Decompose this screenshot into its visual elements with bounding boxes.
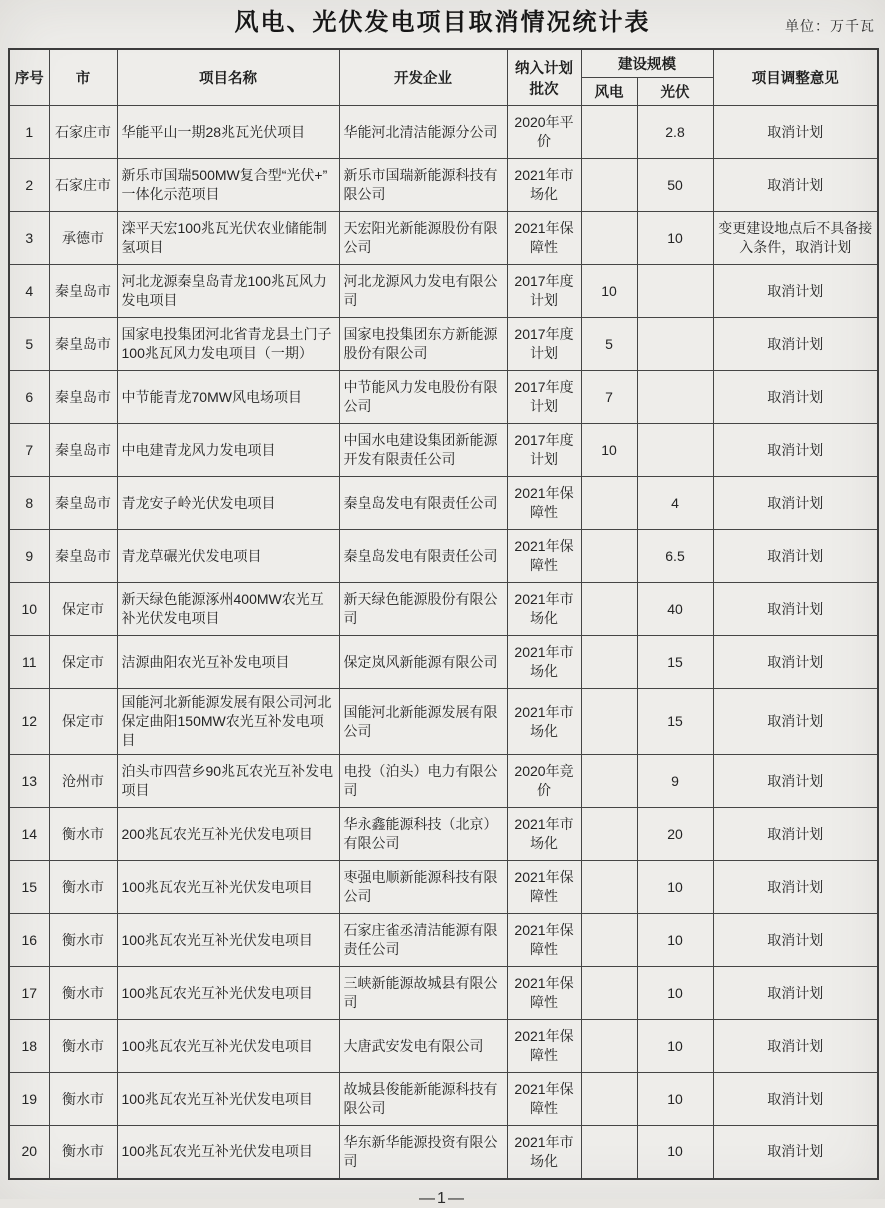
cell-wind: 7	[581, 371, 637, 424]
cell-plan-batch: 2021年保障性	[507, 477, 581, 530]
cell-plan-batch: 2021年保障性	[507, 530, 581, 583]
cell-opinion: 变更建设地点后不具备接入条件，取消计划	[713, 212, 878, 265]
cell-opinion: 取消计划	[713, 530, 878, 583]
cell-pv: 10	[637, 914, 713, 967]
col-header-opinion: 项目调整意见	[713, 49, 878, 106]
page-title: 风电、光伏发电项目取消情况统计表	[234, 9, 651, 36]
cell-index: 11	[9, 636, 49, 689]
cell-plan-batch: 2021年保障性	[507, 914, 581, 967]
cell-developer: 三峡新能源故城县有限公司	[339, 967, 507, 1020]
cell-opinion: 取消计划	[713, 689, 878, 755]
cell-developer: 石家庄雀丞清洁能源有限责任公司	[339, 914, 507, 967]
cell-city: 衡水市	[49, 1126, 117, 1179]
cell-plan-batch: 2021年市场化	[507, 583, 581, 636]
table-row	[9, 477, 878, 530]
cell-city: 保定市	[49, 689, 117, 755]
cell-developer: 枣强电顺新能源科技有限公司	[339, 861, 507, 914]
cell-project-name: 国能河北新能源发展有限公司河北保定曲阳150MW农光互补发电项目	[117, 689, 339, 755]
cell-index: 18	[9, 1020, 49, 1073]
cell-wind	[581, 1126, 637, 1179]
cell-opinion: 取消计划	[713, 636, 878, 689]
cell-developer: 大唐武安发电有限公司	[339, 1020, 507, 1073]
cell-wind: 10	[581, 424, 637, 477]
table-row	[9, 265, 878, 318]
cell-project-name: 国家电投集团河北省青龙县土门子100兆瓦风力发电项目（一期）	[117, 318, 339, 371]
cell-wind	[581, 689, 637, 755]
cell-plan-batch: 2021年保障性	[507, 1020, 581, 1073]
cell-index: 10	[9, 583, 49, 636]
document-header	[0, 0, 885, 46]
cell-project-name: 中电建青龙风力发电项目	[117, 424, 339, 477]
cell-city: 秦皇岛市	[49, 530, 117, 583]
table-row	[9, 371, 878, 424]
cell-pv	[637, 424, 713, 477]
table-row	[9, 106, 878, 159]
cell-pv: 10	[637, 1073, 713, 1126]
table-row	[9, 808, 878, 861]
cell-plan-batch: 2017年度计划	[507, 265, 581, 318]
cell-plan-batch: 2017年度计划	[507, 424, 581, 477]
cell-wind: 5	[581, 318, 637, 371]
cell-wind	[581, 106, 637, 159]
unit-label: 单位：万千瓦	[785, 18, 875, 34]
cell-pv: 15	[637, 689, 713, 755]
cell-city: 秦皇岛市	[49, 371, 117, 424]
cell-project-name: 100兆瓦农光互补光伏发电项目	[117, 1126, 339, 1179]
cell-index: 9	[9, 530, 49, 583]
cell-project-name: 中节能青龙70MW风电场项目	[117, 371, 339, 424]
cell-pv: 6.5	[637, 530, 713, 583]
cell-opinion: 取消计划	[713, 265, 878, 318]
cell-opinion: 取消计划	[713, 159, 878, 212]
cell-pv: 4	[637, 477, 713, 530]
table-row	[9, 914, 878, 967]
cell-wind	[581, 861, 637, 914]
cell-plan-batch: 2021年保障性	[507, 861, 581, 914]
cell-opinion: 取消计划	[713, 861, 878, 914]
col-header-city: 市	[49, 49, 117, 106]
table-row	[9, 1020, 878, 1073]
cell-wind	[581, 1020, 637, 1073]
cell-project-name: 华能平山一期28兆瓦光伏项目	[117, 106, 339, 159]
cell-wind: 10	[581, 265, 637, 318]
cell-developer: 秦皇岛发电有限责任公司	[339, 477, 507, 530]
table-row	[9, 967, 878, 1020]
cell-pv: 10	[637, 861, 713, 914]
cell-developer: 华永鑫能源科技（北京）有限公司	[339, 808, 507, 861]
cell-plan-batch: 2021年保障性	[507, 212, 581, 265]
cell-pv: 50	[637, 159, 713, 212]
cell-pv: 10	[637, 967, 713, 1020]
cell-index: 19	[9, 1073, 49, 1126]
cell-wind	[581, 636, 637, 689]
cell-opinion: 取消计划	[713, 967, 878, 1020]
cell-project-name: 100兆瓦农光互补光伏发电项目	[117, 967, 339, 1020]
cell-project-name: 200兆瓦农光互补光伏发电项目	[117, 808, 339, 861]
cell-opinion: 取消计划	[713, 1126, 878, 1179]
cell-wind	[581, 159, 637, 212]
cell-city: 衡水市	[49, 914, 117, 967]
table-row	[9, 861, 878, 914]
cell-index: 4	[9, 265, 49, 318]
cell-index: 5	[9, 318, 49, 371]
cell-developer: 故城县俊能新能源科技有限公司	[339, 1073, 507, 1126]
cell-pv: 2.8	[637, 106, 713, 159]
cell-developer: 新天绿色能源股份有限公司	[339, 583, 507, 636]
table-row	[9, 755, 878, 808]
cell-developer: 秦皇岛发电有限责任公司	[339, 530, 507, 583]
cell-project-name: 100兆瓦农光互补光伏发电项目	[117, 1020, 339, 1073]
cell-developer: 河北龙源风力发电有限公司	[339, 265, 507, 318]
cell-opinion: 取消计划	[713, 914, 878, 967]
col-header-index: 序号	[9, 49, 49, 106]
cell-developer: 中国水电建设集团新能源开发有限责任公司	[339, 424, 507, 477]
cell-wind	[581, 583, 637, 636]
cell-wind	[581, 808, 637, 861]
cell-opinion: 取消计划	[713, 477, 878, 530]
cell-index: 12	[9, 689, 49, 755]
cell-index: 7	[9, 424, 49, 477]
table-row	[9, 424, 878, 477]
cell-plan-batch: 2021年保障性	[507, 967, 581, 1020]
cell-plan-batch: 2021年市场化	[507, 1126, 581, 1179]
cell-opinion: 取消计划	[713, 755, 878, 808]
table-row	[9, 159, 878, 212]
page-number: —1—	[419, 1189, 466, 1207]
col-header-scale-group: 建设规模	[581, 49, 713, 78]
cell-pv: 20	[637, 808, 713, 861]
cell-pv: 40	[637, 583, 713, 636]
cell-plan-batch: 2020年竞价	[507, 755, 581, 808]
col-header-pv: 光伏	[637, 78, 713, 106]
cell-pv: 15	[637, 636, 713, 689]
cell-opinion: 取消计划	[713, 1073, 878, 1126]
cell-plan-batch: 2021年市场化	[507, 808, 581, 861]
cell-wind	[581, 914, 637, 967]
cell-plan-batch: 2021年市场化	[507, 689, 581, 755]
cell-developer: 华东新华能源投资有限公司	[339, 1126, 507, 1179]
header-row-1	[9, 49, 878, 78]
cell-plan-batch: 2021年市场化	[507, 636, 581, 689]
cell-city: 衡水市	[49, 1020, 117, 1073]
cell-city: 石家庄市	[49, 159, 117, 212]
cell-project-name: 青龙安子岭光伏发电项目	[117, 477, 339, 530]
cell-plan-batch: 2021年市场化	[507, 159, 581, 212]
cell-index: 6	[9, 371, 49, 424]
col-header-project-name: 项目名称	[117, 49, 339, 106]
cell-wind	[581, 1073, 637, 1126]
cell-opinion: 取消计划	[713, 1020, 878, 1073]
cell-city: 保定市	[49, 583, 117, 636]
cell-index: 14	[9, 808, 49, 861]
table-row	[9, 689, 878, 755]
cell-developer: 保定岚风新能源有限公司	[339, 636, 507, 689]
cell-index: 2	[9, 159, 49, 212]
cell-pv	[637, 318, 713, 371]
cell-project-name: 100兆瓦农光互补光伏发电项目	[117, 861, 339, 914]
cell-opinion: 取消计划	[713, 371, 878, 424]
cell-developer: 国家电投集团东方新能源股份有限公司	[339, 318, 507, 371]
table-row	[9, 636, 878, 689]
cell-developer: 华能河北清洁能源分公司	[339, 106, 507, 159]
cell-wind	[581, 755, 637, 808]
table-row	[9, 1073, 878, 1126]
table-body	[9, 106, 878, 1179]
cell-pv: 9	[637, 755, 713, 808]
cell-city: 衡水市	[49, 861, 117, 914]
cell-project-name: 新天绿色能源涿州400MW农光互补光伏发电项目	[117, 583, 339, 636]
cell-wind	[581, 477, 637, 530]
cell-developer: 国能河北新能源发展有限公司	[339, 689, 507, 755]
cell-index: 1	[9, 106, 49, 159]
cell-city: 衡水市	[49, 808, 117, 861]
col-header-wind: 风电	[581, 78, 637, 106]
cell-wind	[581, 530, 637, 583]
cell-wind	[581, 967, 637, 1020]
cell-city: 衡水市	[49, 1073, 117, 1126]
cell-project-name: 滦平天宏100兆瓦光伏农业储能制氢项目	[117, 212, 339, 265]
col-header-plan-batch: 纳入计划批次	[507, 49, 581, 106]
cell-pv: 10	[637, 1126, 713, 1179]
cell-developer: 电投（泊头）电力有限公司	[339, 755, 507, 808]
table-row	[9, 583, 878, 636]
cell-plan-batch: 2020年平价	[507, 106, 581, 159]
table-row	[9, 530, 878, 583]
cell-city: 承德市	[49, 212, 117, 265]
cell-plan-batch: 2021年保障性	[507, 1073, 581, 1126]
cell-pv	[637, 265, 713, 318]
cell-index: 15	[9, 861, 49, 914]
cell-city: 石家庄市	[49, 106, 117, 159]
cell-city: 保定市	[49, 636, 117, 689]
cell-plan-batch: 2017年度计划	[507, 318, 581, 371]
cell-developer: 新乐市国瑞新能源科技有限公司	[339, 159, 507, 212]
cell-project-name: 青龙草碾光伏发电项目	[117, 530, 339, 583]
cell-opinion: 取消计划	[713, 318, 878, 371]
col-header-developer: 开发企业	[339, 49, 507, 106]
cell-city: 秦皇岛市	[49, 265, 117, 318]
cell-project-name: 100兆瓦农光互补光伏发电项目	[117, 1073, 339, 1126]
cell-project-name: 泊头市四营乡90兆瓦农光互补发电项目	[117, 755, 339, 808]
cell-index: 20	[9, 1126, 49, 1179]
cell-wind	[581, 212, 637, 265]
cell-index: 3	[9, 212, 49, 265]
cell-opinion: 取消计划	[713, 808, 878, 861]
cell-plan-batch: 2017年度计划	[507, 371, 581, 424]
cell-project-name: 新乐市国瑞500MW复合型“光伏+”一体化示范项目	[117, 159, 339, 212]
table-row	[9, 318, 878, 371]
cell-city: 衡水市	[49, 967, 117, 1020]
cell-opinion: 取消计划	[713, 583, 878, 636]
table-row	[9, 212, 878, 265]
cell-index: 16	[9, 914, 49, 967]
cell-city: 秦皇岛市	[49, 318, 117, 371]
cell-developer: 天宏阳光新能源股份有限公司	[339, 212, 507, 265]
projects-table	[8, 48, 879, 1180]
cell-opinion: 取消计划	[713, 424, 878, 477]
cell-project-name: 100兆瓦农光互补光伏发电项目	[117, 914, 339, 967]
cell-opinion: 取消计划	[713, 106, 878, 159]
cell-city: 秦皇岛市	[49, 477, 117, 530]
cell-pv: 10	[637, 1020, 713, 1073]
cell-pv: 10	[637, 212, 713, 265]
cell-pv	[637, 371, 713, 424]
table-row	[9, 1126, 878, 1179]
cell-city: 秦皇岛市	[49, 424, 117, 477]
cell-project-name: 河北龙源秦皇岛青龙100兆瓦风力发电项目	[117, 265, 339, 318]
cell-index: 17	[9, 967, 49, 1020]
cell-developer: 中节能风力发电股份有限公司	[339, 371, 507, 424]
cell-index: 8	[9, 477, 49, 530]
cell-project-name: 洁源曲阳农光互补发电项目	[117, 636, 339, 689]
cell-city: 沧州市	[49, 755, 117, 808]
table-header	[9, 49, 878, 106]
cell-index: 13	[9, 755, 49, 808]
